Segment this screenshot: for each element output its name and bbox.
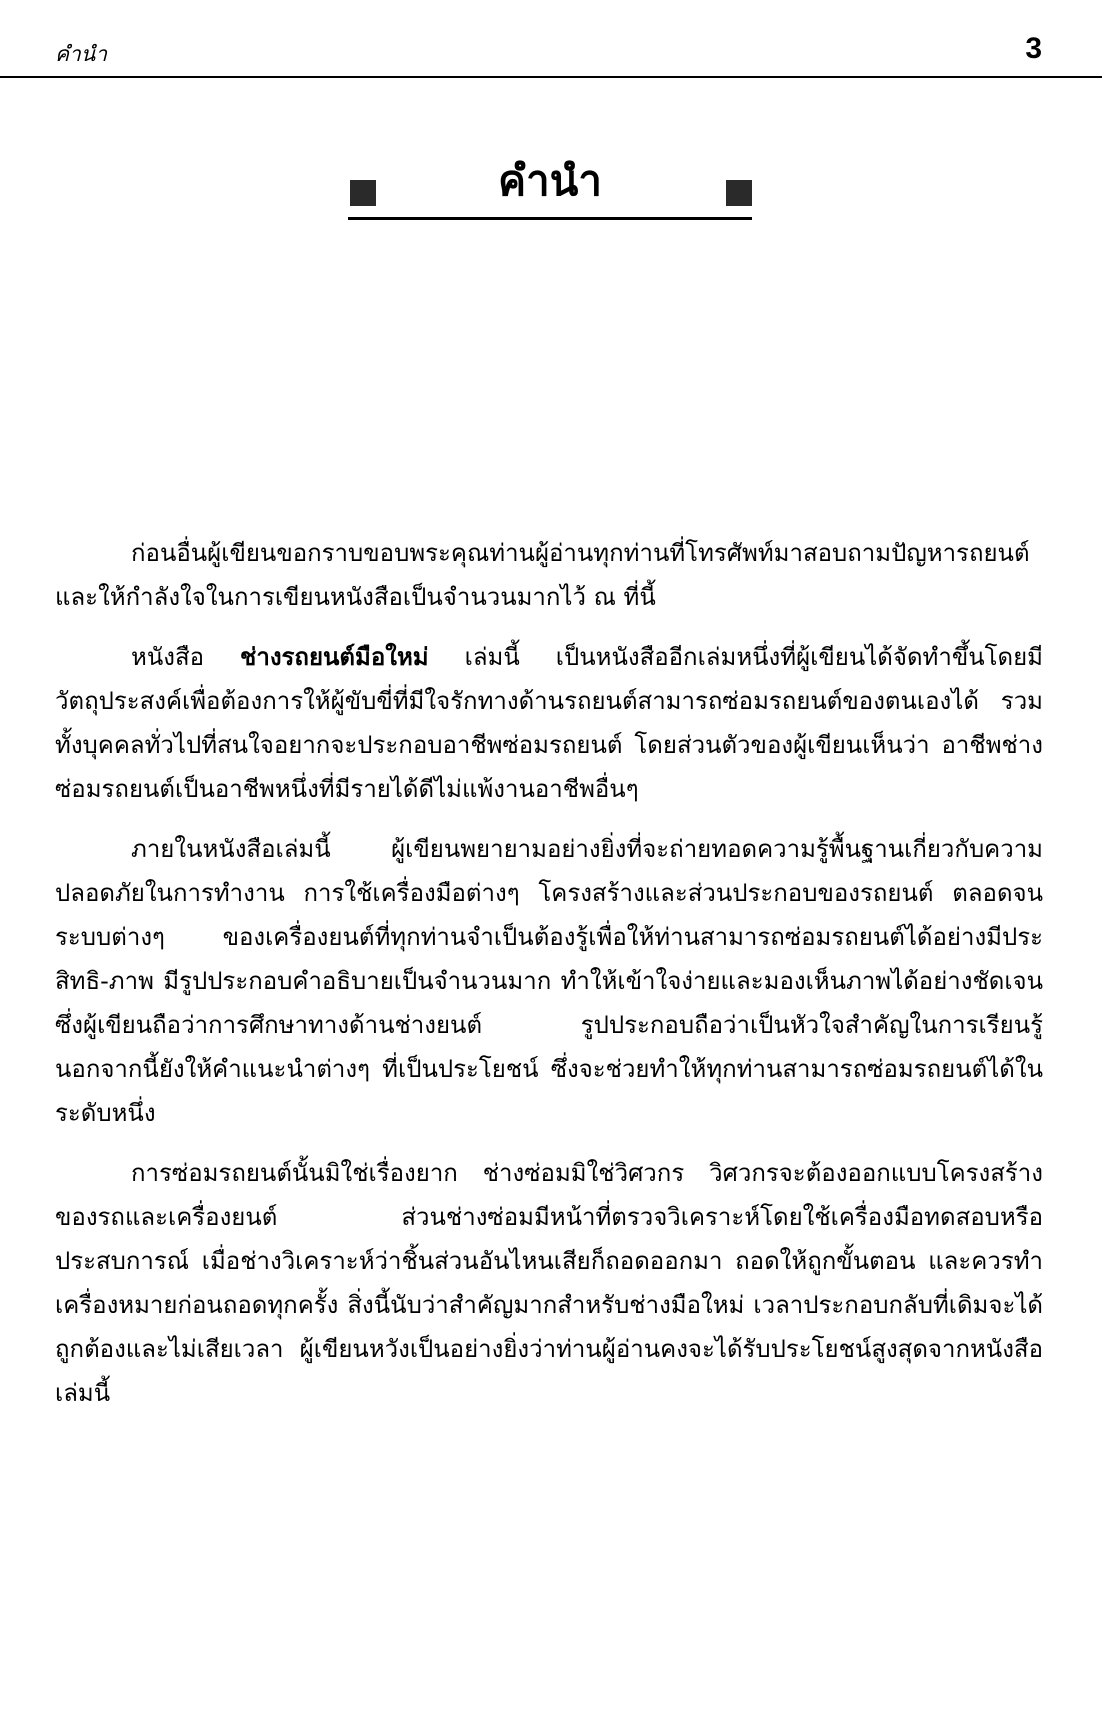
page-number: 3 bbox=[1025, 32, 1042, 65]
paragraph-3: ภายในหนังสือเล่มนี้ ผู้เขียนพยายามอย่างยิ่งที่จะถ่ายทอดความรู้พื้นฐานเกี่ยวกับความปลอดภัยในการทำงาน การใช้เครื่องมือต่างๆ โครงสร้างและส่วนประกอบของรถยนต์ ตลอดจนระบบต่างๆ ของเครื่องยนต์ที่ทุกท่านจำเป็นต้องรู้เพื่อให้ท่านสามารถซ่อมรถยนต์ได้อย่างมีประสิทธิ-ภาพ มีรูปประกอบคำอธิบายเป็นจำนวนมาก ทำให้เข้าใจง่ายและมองเห็นภาพได้อย่างชัดเจน ซึ่งผู้เขียนถือว่าการศึกษาทางด้านช่างยนต์ รูปประกอบถือว่าเป็นหัวใจสำคัญในการเรียนรู้ นอกจากนี้ยังให้คำแนะนำต่างๆ ที่เป็นประโยชน์ ซึ่งจะช่วยทำให้ทุกท่านสามารถซ่อมรถยนต์ได้ในระดับหนึ่ง bbox=[55, 835, 1043, 1127]
paragraph-2-lead: หนังสือ bbox=[131, 643, 241, 671]
title-underline bbox=[348, 217, 752, 220]
preface-body bbox=[55, 531, 1043, 1431]
header-rule bbox=[0, 76, 1102, 78]
running-header-title: คำนำ bbox=[55, 42, 107, 66]
paragraph-2-rest: เล่มนี้ เป็นหนังสืออีกเล่มหนึ่งที่ผู้เขียนได้จัดทำขึ้นโดยมีวัตถุประสงค์เพื่อต้องการให้ผู้ขับขี่ที่มีใจรักทางด้านรถยนต์สามารถซ่อมรถยนต์ของตนเองได้ รวมทั้งบุคคลทั่วไปที่สนใจอยากจะประกอบอาชีพซ่อมรถยนต์ โดยส่วนตัวของผู้เขียนเห็นว่า อาชีพช่างซ่อมรถยนต์เป็นอาชีพหนึ่งที่มีรายได้ดีไม่แพ้งานอาชีพอื่นๆ bbox=[55, 643, 1044, 803]
title-block bbox=[348, 150, 752, 220]
book-title-emphasis: ช่างรถยนต์มือใหม่ bbox=[240, 643, 429, 671]
paragraph-4: การซ่อมรถยนต์นั้นมิใช่เรื่องยาก ช่างซ่อมมิใช่วิศวกร วิศวกรจะต้องออกแบบโครงสร้างของรถและเครื่องยนต์ ส่วนช่างซ่อมมีหน้าที่ตรวจวิเคราะห์โดยใช้เครื่องมือทดสอบหรือประสบการณ์ เมื่อช่างวิเคราะห์ว่าชิ้นส่วนอันไหนเสียก็ถอดออกมา ถอดให้ถูกขั้นตอน และควรทำเครื่องหมายก่อนถอดทุกครั้ง สิ่งนี้นับว่าสำคัญมากสำหรับช่างมือใหม่ เวลาประกอบกลับที่เดิมจะได้ถูกต้องและไม่เสียเวลา ผู้เขียนหวังเป็นอย่างยิ่งว่าท่านผู้อ่านคงจะได้รับประโยชน์สูงสุดจากหนังสือเล่มนี้ bbox=[55, 1159, 1043, 1407]
title-square-right-icon bbox=[726, 180, 752, 206]
paragraph-1: ก่อนอื่นผู้เขียนขอกราบขอบพระคุณท่านผู้อ่านทุกท่านที่โทรศัพท์มาสอบถามปัญหารถยนต์และให้กำลังใจในการเขียนหนังสือเป็นจำนวนมากไว้ ณ ที่นี้ bbox=[55, 539, 1030, 611]
page-title: คำนำ bbox=[498, 156, 602, 205]
paragraph-2 bbox=[55, 635, 1043, 811]
